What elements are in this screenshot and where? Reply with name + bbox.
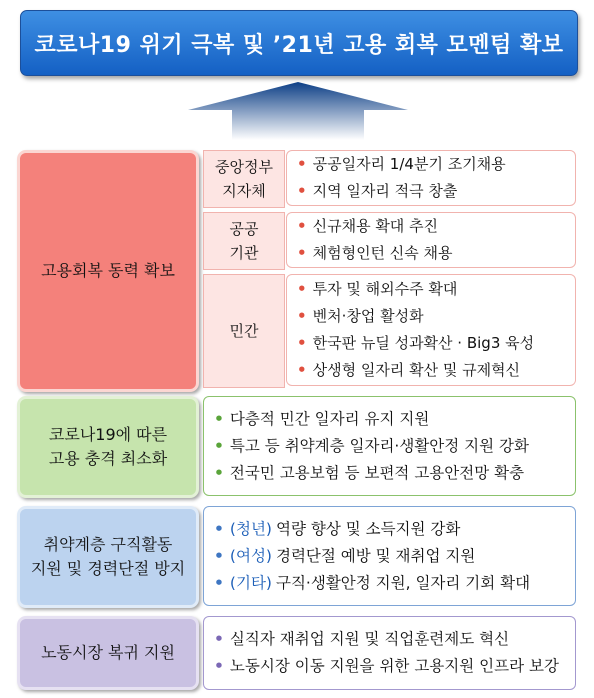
subgroup-central-gov-label: 중앙정부 지자체 xyxy=(215,158,273,200)
box-central-gov xyxy=(286,150,576,206)
category-vulnerable xyxy=(17,506,199,608)
category-labor xyxy=(17,616,199,690)
category-labor-label: 노동시장 복귀 지원 xyxy=(41,643,175,662)
list-item: • 한국판 뉴딜 성과확산 · Big3 육성 xyxy=(297,334,535,352)
box-vulnerable xyxy=(203,506,576,606)
subgroup-private-label: 민간 xyxy=(229,322,259,340)
list-item: • (여성) 경력단절 예방 및 재취업 지원 xyxy=(214,546,476,565)
up-arrow-icon xyxy=(186,80,410,142)
list-item: • 다층적 민간 일자리 유지 지원 xyxy=(214,409,430,428)
list-item: • 실직자 재취업 지원 및 직업훈련제도 혁신 xyxy=(214,630,510,648)
subgroup-private xyxy=(203,274,285,388)
list-item: • 노동시장 이동 지원을 위한 고용지원 인프라 보강 xyxy=(214,657,559,675)
category-shock xyxy=(17,396,199,498)
list-item: • 신규채용 확대 추진 xyxy=(297,217,439,235)
subgroup-public-agency-label: 공공 기관 xyxy=(229,220,259,262)
subgroup-public-agency xyxy=(203,212,285,270)
list-item: • 지역 일자리 적극 창출 xyxy=(297,182,458,200)
list-item: • 특고 등 취약계층 일자리·생활안정 지원 강화 xyxy=(214,436,529,455)
category-recovery xyxy=(17,150,199,392)
list-item: • 상생형 일자리 확산 및 규제혁신 xyxy=(297,361,521,379)
category-shock-label: 코로나19에 따른 고용 충격 최소화 xyxy=(48,425,168,468)
box-private xyxy=(286,274,576,386)
list-item: • 체험형인턴 신속 채용 xyxy=(297,244,453,262)
subgroup-central-gov xyxy=(203,150,285,208)
box-shock xyxy=(203,396,576,496)
box-public-agency xyxy=(286,212,576,268)
list-item: • 투자 및 해외수주 확대 xyxy=(297,280,458,298)
box-labor xyxy=(203,616,576,690)
category-vulnerable-label: 취약계층 구직활동 지원 및 경력단절 방지 xyxy=(30,535,186,578)
list-item: • 전국민 고용보험 등 보편적 고용안전망 확충 xyxy=(214,463,525,482)
main-title: 코로나19 위기 극복 및 ’21년 고용 회복 모멘텀 확보 xyxy=(20,10,578,76)
list-item: • (기타) 구직·생활안정 지원, 일자리 기회 확대 xyxy=(214,573,531,592)
category-recovery-label: 고용회복 동력 확보 xyxy=(41,261,175,280)
list-item: • (청년) 역량 향상 및 소득지원 강화 xyxy=(214,519,461,538)
list-item: • 공공일자리 1/4분기 조기채용 xyxy=(297,155,506,173)
list-item: • 벤처·창업 활성화 xyxy=(297,307,424,325)
